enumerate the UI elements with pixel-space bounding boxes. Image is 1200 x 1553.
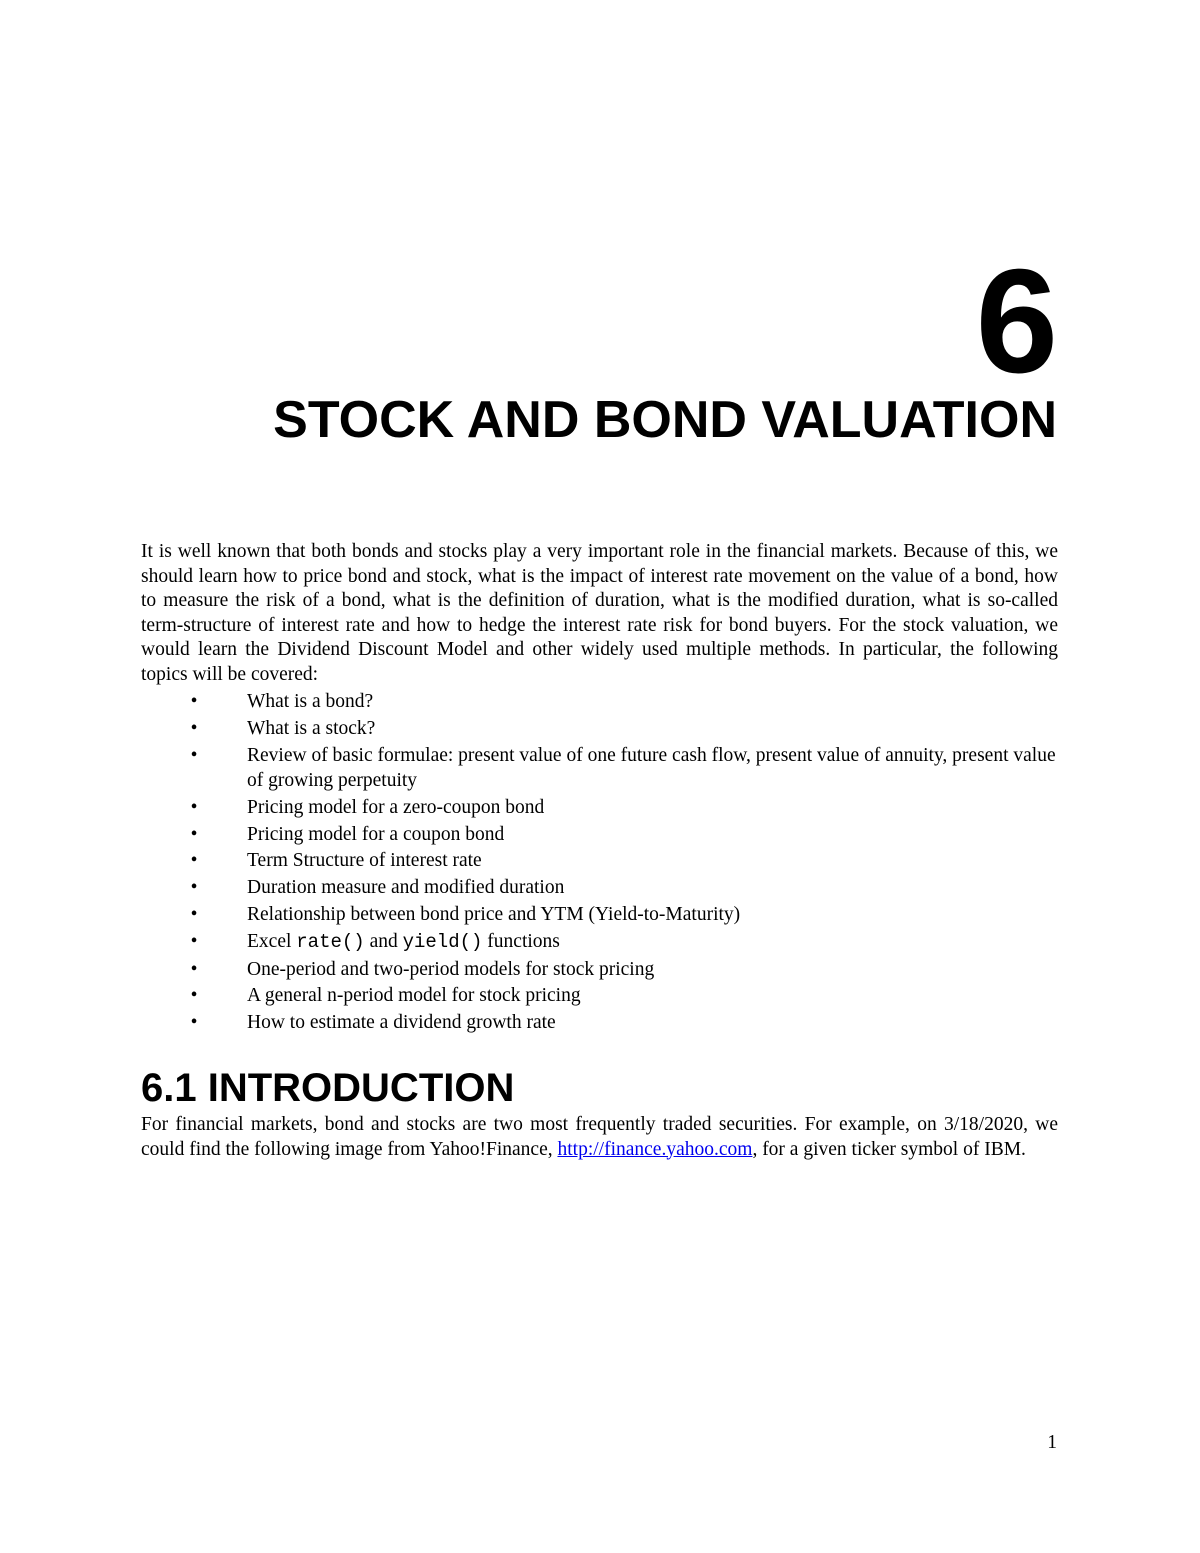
chapter-title: STOCK AND BOND VALUATION — [273, 391, 1057, 449]
bullet-icon: • — [190, 796, 198, 818]
bullet-icon: • — [190, 823, 198, 845]
topic-item — [187, 929, 1067, 956]
topic-text: Review of basic formulae: present value of one future cash flow, present value of annuity, present value of growing perpetuity — [247, 744, 1056, 792]
yahoo-finance-link[interactable]: http://finance.yahoo.com — [557, 1138, 753, 1160]
topic-item — [187, 795, 1067, 821]
bullet-icon: • — [190, 985, 198, 1007]
topic-text: A general n-period model for stock pricing — [247, 985, 581, 1007]
topic-text: How to estimate a dividend growth rate — [247, 1012, 556, 1034]
chapter-number: 6 — [975, 239, 1058, 404]
topic-text-prefix: Excel — [247, 930, 297, 952]
section-text-after-link: , for a given ticker symbol of IBM. — [752, 1138, 1026, 1160]
bullet-icon: • — [190, 958, 198, 980]
topic-item — [187, 1010, 1067, 1036]
topic-item — [187, 957, 1067, 983]
topic-item — [187, 875, 1067, 901]
topic-item — [187, 822, 1067, 848]
topic-text: What is a bond? — [247, 691, 374, 712]
topic-item — [187, 689, 1067, 715]
topic-text — [247, 931, 560, 952]
topic-text: Relationship between bond price and YTM (Yield-to-Maturity) — [247, 904, 741, 926]
bullet-icon: • — [190, 744, 198, 766]
topic-text: What is a stock? — [247, 717, 376, 739]
topic-list — [187, 689, 1067, 1037]
topic-text-suffix: functions — [482, 930, 560, 952]
topic-item — [187, 743, 1067, 794]
topic-text-middle: and — [364, 930, 403, 952]
code-yield: yield() — [402, 930, 483, 953]
topic-text: Pricing model for a coupon bond — [247, 823, 505, 845]
section-paragraph — [141, 1113, 1058, 1162]
topic-item — [187, 983, 1067, 1009]
bullet-icon: • — [190, 1012, 198, 1034]
bullet-icon: • — [190, 717, 198, 739]
bullet-icon: • — [190, 930, 198, 952]
topic-item — [187, 716, 1067, 742]
topic-text: One-period and two-period models for stock pricing — [247, 958, 655, 980]
section-text-before-link: For financial markets, bond and stocks are two most frequently traded securities. For example, on 3/18/2020, we could find the following image from Yahoo!Finance, — [141, 1114, 1058, 1160]
code-rate: rate() — [296, 930, 365, 953]
bullet-icon: • — [190, 877, 198, 899]
topic-item — [187, 848, 1067, 874]
bullet-icon: • — [190, 904, 198, 926]
page-number: 1 — [1047, 1432, 1057, 1453]
bullet-icon: • — [190, 850, 198, 872]
bullet-icon: • — [190, 691, 198, 712]
topic-text: Term Structure of interest rate — [247, 850, 482, 872]
topic-item — [187, 902, 1067, 928]
topic-text: Pricing model for a zero-coupon bond — [247, 796, 545, 818]
intro-paragraph: It is well known that both bonds and stocks play a very important role in the financial markets. Because of this, we should learn how to price bond and stock, what is the impact of interest rate movement on the value of a bond, how to measure the risk of a bond, what is the definition of duration, what is the modified duration, what is so-called term-structure of interest rate and how to hedge the interest rate risk for bond buyers. For the stock valuation, we would learn the Dividend Discount Model and other widely used multiple methods. In particular, the following topics will be covered: — [141, 541, 1058, 685]
section-heading: 6.1 INTRODUCTION — [141, 1066, 515, 1110]
topic-text: Duration measure and modified duration — [247, 877, 565, 899]
